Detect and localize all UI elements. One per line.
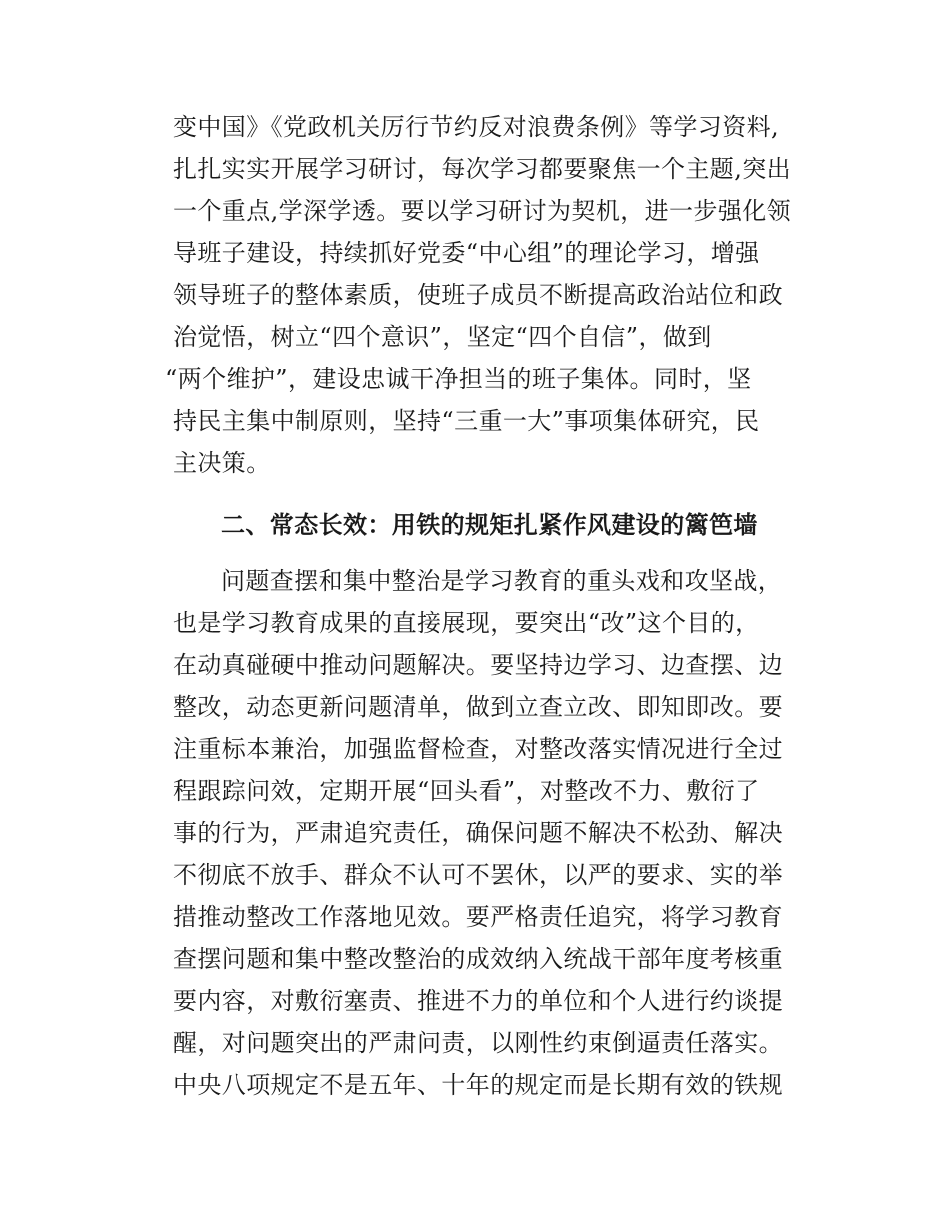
paragraph-1-line-3: 一个重点,学深学透。要以学习研讨为契机，进一步强化领 xyxy=(173,197,792,225)
paragraph-2-line-11: 要内容，对敷衍塞责、推进不力的单位和个人进行约谈提 xyxy=(173,987,783,1015)
paragraph-2-line-13: 中央八项规定不是五年、十年的规定而是长期有效的铁规 xyxy=(173,1071,783,1099)
paragraph-2-line-8: 不彻底不放手、群众不认可不罢休，以严的要求、实的举 xyxy=(173,861,783,889)
paragraph-2-line-1: 问题查摆和集中整治是学习教育的重头戏和攻坚战， xyxy=(221,567,783,595)
paragraph-2-line-9: 措推动整改工作落地见效。要严格责任追究，将学习教育 xyxy=(173,903,783,931)
paragraph-1-line-2: 扎扎实实开展学习研讨，每次学习都要聚焦一个主题,突出 xyxy=(173,155,792,183)
paragraph-1-line-9: 主决策。 xyxy=(173,449,271,477)
paragraph-2-line-3: 在动真碰硬中推动问题解决。要坚持边学习、边查摆、边 xyxy=(173,651,783,679)
paragraph-2-line-5: 注重标本兼治，加强监督检查，对整改落实情况进行全过 xyxy=(173,735,783,763)
paragraph-1-line-8: 持民主集中制原则，坚持“三重一大”事项集体研究，民 xyxy=(173,407,760,435)
document-body xyxy=(165,106,793,1106)
paragraph-2-line-12: 醒，对问题突出的严肃问责，以刚性约束倒逼责任落实。 xyxy=(173,1029,783,1057)
paragraph-1 xyxy=(165,106,793,484)
paragraph-2 xyxy=(173,560,793,1106)
paragraph-2-line-4: 整改，动态更新问题清单，做到立查立改、即知即改。要 xyxy=(173,693,783,721)
paragraph-2-line-2: 也是学习教育成果的直接展现，要突出“改”这个目的， xyxy=(173,609,760,637)
paragraph-1-line-4: 导班子建设，持续抓好党委“中心组”的理论学习，增强 xyxy=(173,239,760,267)
paragraph-1-line-1: 变中国》《党政机关厉行节约反对浪费条例》等学习资料, xyxy=(173,113,780,141)
paragraph-2-line-6: 程跟踪问效，定期开展“回头看”，对整改不力、敷衍了 xyxy=(173,777,760,805)
section-heading-2: 二、常态长效：用铁的规矩扎紧作风建设的篱笆墙 xyxy=(221,511,758,539)
paragraph-1-line-6: 治觉悟，树立“四个意识”，坚定“四个自信”，做到 xyxy=(173,323,712,351)
paragraph-2-line-7: 事的行为，严肃追究责任，确保问题不解决不松劲、解决 xyxy=(173,819,783,847)
paragraph-1-line-7: “两个维护”，建设忠诚干净担当的班子集体。同时，坚 xyxy=(165,365,752,393)
paragraph-2-line-10: 查摆问题和集中整改整治的成效纳入统战干部年度考核重 xyxy=(173,945,783,973)
paragraph-1-line-5: 领导班子的整体素质，使班子成员不断提高政治站位和政 xyxy=(173,281,783,309)
